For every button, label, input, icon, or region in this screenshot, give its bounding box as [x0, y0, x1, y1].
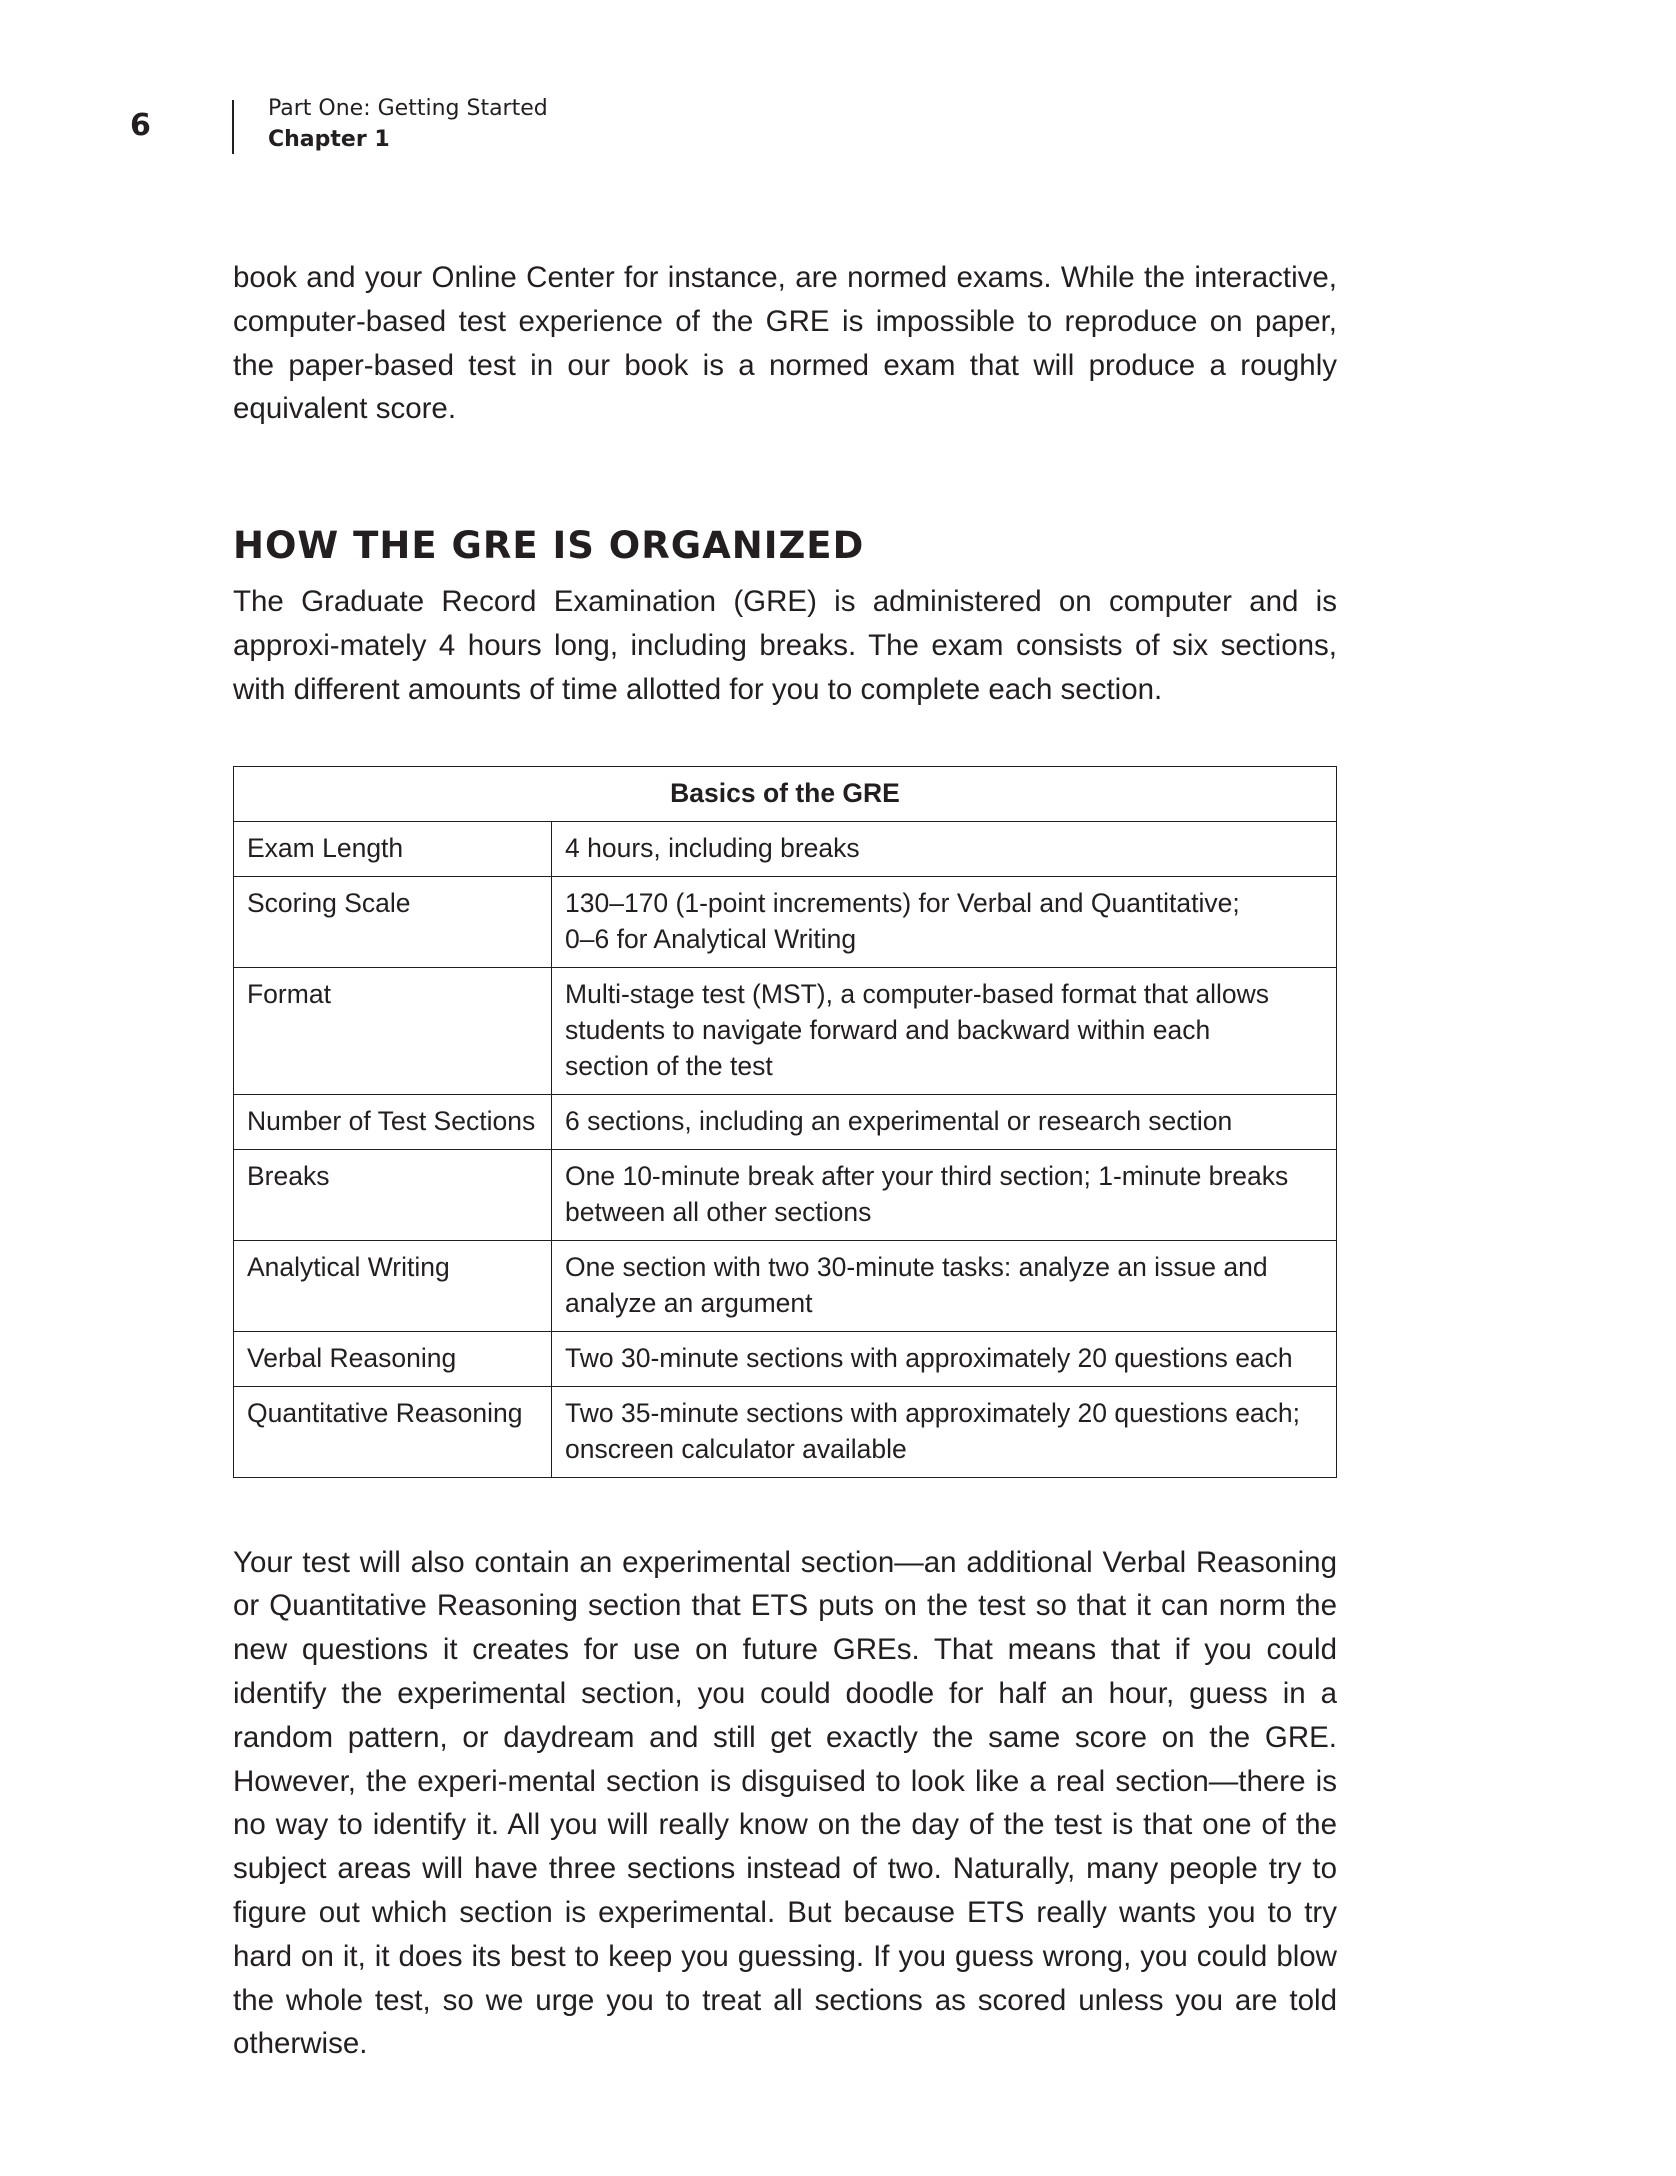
row-label: Format — [234, 967, 552, 1094]
row-label: Number of Test Sections — [234, 1094, 552, 1149]
closing-paragraph: Your test will also contain an experimental section—an additional Verbal Reasoning or Quantitative Reasoning section that ETS puts on the test so that it can norm the new questions it creates for use on future GREs. That means that if you could identify the experimental section, you could doodle for half an hour, guess in a random pattern, or daydream and still get exactly the same score on the GRE. However, the experi-mental section is disguised to look like a real section—there is no way to identify it. All you will really know on the day of the test is that one of the subject areas will have three sections instead of two. Naturally, many people try to figure out which section is experimental. But because ETS really wants you to try hard on it, it does its best to keep you guessing. If you guess wrong, you could blow the whole test, so we urge you to treat all sections as scored unless you are told otherwise. — [233, 1545, 1337, 2061]
row-label: Verbal Reasoning — [234, 1331, 552, 1386]
gre-basics-table — [233, 766, 1337, 1478]
running-head-part: Part One: Getting Started — [268, 96, 548, 121]
row-value: One section with two 30-minute tasks: analyze an issue and analyze an argument — [552, 1240, 1337, 1331]
row-label: Scoring Scale — [234, 876, 552, 967]
row-value-line: 130–170 (1-point increments) for Verbal and Quantitative; — [565, 887, 1240, 918]
section-heading: HOW THE GRE IS ORGANIZED — [233, 524, 865, 568]
row-value: One 10-minute break after your third section; 1-minute breaks between all other sections — [552, 1149, 1337, 1240]
row-value-line: 0–6 for Analytical Writing — [565, 923, 857, 954]
table-header-row — [234, 766, 1337, 821]
section-paragraph: The Graduate Record Examination (GRE) is administered on computer and is approxi-mately 4 hours long, including breaks. The exam consists of six sections, with different amounts of time allotted for you to complete each section. — [233, 585, 1337, 706]
row-value — [552, 876, 1337, 967]
row-label: Breaks — [234, 1149, 552, 1240]
table-row — [234, 1386, 1337, 1477]
table-row — [234, 1331, 1337, 1386]
running-head — [232, 96, 548, 154]
table-title: Basics of the GRE — [234, 766, 1337, 821]
table-row — [234, 1094, 1337, 1149]
page-number: 6 — [130, 108, 151, 143]
table-row — [234, 967, 1337, 1094]
row-value: 4 hours, including breaks — [552, 821, 1337, 876]
row-value: Two 35-minute sections with approximately 20 questions each; onscreen calculator available — [552, 1386, 1337, 1477]
row-value: Two 30-minute sections with approximately 20 questions each — [552, 1331, 1337, 1386]
row-label: Exam Length — [234, 821, 552, 876]
table-row — [234, 821, 1337, 876]
intro-paragraph: book and your Online Center for instance, are normed exams. While the interactive, computer-based test experience of the GRE is impossible to reproduce on paper, the paper-based test in our book is a normed exam that will produce a roughly equivalent score. — [233, 261, 1337, 426]
row-value: 6 sections, including an experimental or research section — [552, 1094, 1337, 1149]
row-value: Multi-stage test (MST), a computer-based format that allows students to navigate forward and backward within each section of the test — [552, 967, 1337, 1094]
running-head-chapter: Chapter 1 — [268, 127, 390, 152]
table-row — [234, 1240, 1337, 1331]
table-row — [234, 1149, 1337, 1240]
page-content — [233, 256, 1337, 2066]
table-row — [234, 876, 1337, 967]
row-label: Analytical Writing — [234, 1240, 552, 1331]
row-label: Quantitative Reasoning — [234, 1386, 552, 1477]
